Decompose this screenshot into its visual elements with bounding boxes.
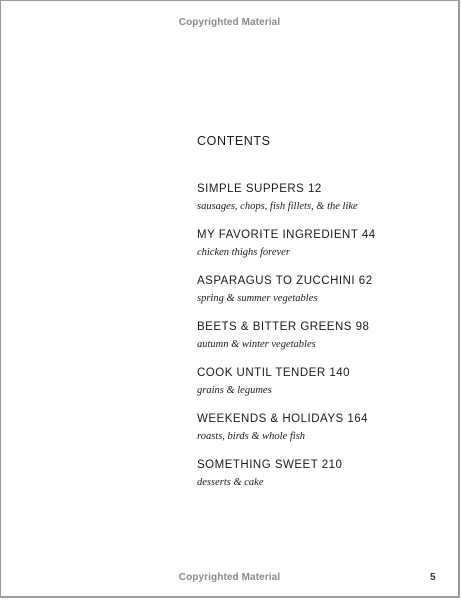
watermark-bottom: Copyrighted Material: [178, 572, 281, 583]
toc-entry: [197, 182, 447, 228]
toc-subtitle: spring & summer vegetables: [197, 293, 318, 304]
toc-entry: [197, 228, 447, 274]
toc-heading: SOMETHING SWEET 210: [197, 459, 343, 471]
page-number: 5: [430, 572, 436, 583]
toc-subtitle: roasts, birds & whole fish: [197, 431, 306, 442]
toc-entry: [197, 458, 447, 504]
toc-entry: [197, 320, 447, 366]
toc-entry: [197, 412, 447, 458]
toc-entry: [197, 366, 447, 412]
toc-subtitle: desserts & cake: [197, 477, 264, 488]
toc-heading: BEETS & BITTER GREENS 98: [197, 321, 370, 333]
toc-entry: [197, 274, 447, 320]
table-of-contents: [197, 182, 447, 504]
toc-subtitle: chicken thighs forever: [197, 247, 290, 258]
contents-title: CONTENTS: [197, 134, 271, 148]
toc-heading: ASPARAGUS TO ZUCCHINI 62: [197, 275, 373, 287]
toc-subtitle: autumn & winter vegetables: [197, 339, 316, 350]
toc-heading: SIMPLE SUPPERS 12: [197, 183, 322, 195]
watermark-top: Copyrighted Material: [178, 17, 281, 28]
toc-heading: COOK UNTIL TENDER 140: [197, 367, 351, 379]
toc-subtitle: grains & legumes: [197, 385, 272, 396]
toc-subtitle: sausages, chops, fish fillets, & the like: [197, 201, 358, 212]
toc-heading: MY FAVORITE INGREDIENT 44: [197, 229, 376, 241]
toc-heading: WEEKENDS & HOLIDAYS 164: [197, 413, 369, 425]
